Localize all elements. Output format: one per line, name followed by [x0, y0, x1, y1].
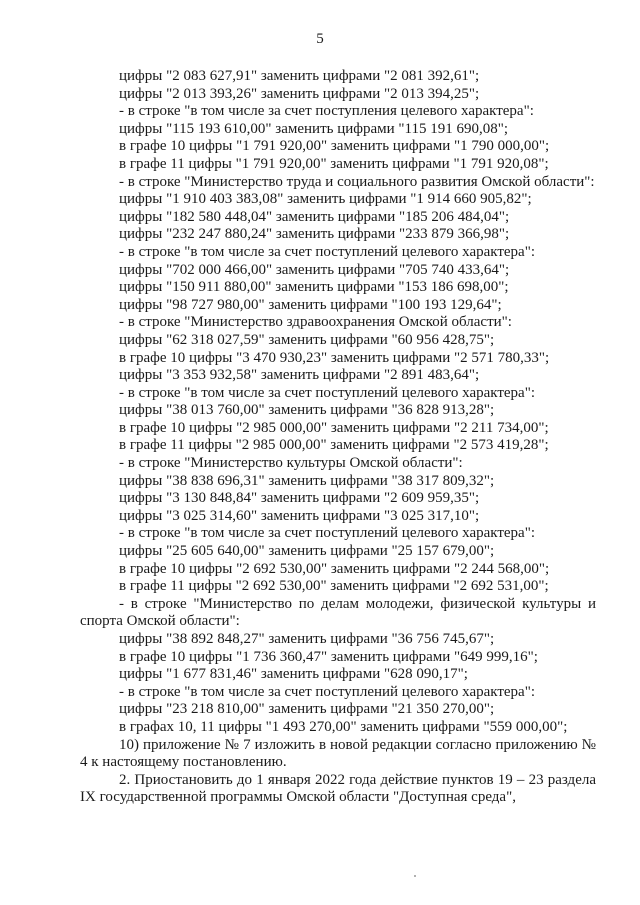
text-line: цифры "98 727 980,00" заменить цифрами "100 193 129,64"; [119, 296, 502, 313]
text-line: - в строке "Министерство культуры Омской области": [119, 455, 463, 472]
text-line: цифры "3 025 314,60" заменить цифрами "3 025 317,10"; [119, 507, 480, 524]
text-line: в графах 10, 11 цифры "1 493 270,00" заменить цифрами "559 000,00"; [119, 718, 568, 735]
text-line: цифры "25 605 640,00" заменить цифрами "25 157 679,00"; [119, 543, 495, 560]
scan-artifact [414, 875, 416, 877]
text-line: - в строке "в том числе за счет поступления целевого характера": [119, 103, 534, 120]
text-line: - в строке "Министерство здравоохранения Омской области": [119, 314, 512, 331]
text-line: цифры "3 353 932,58" заменить цифрами "2 891 483,64"; [119, 367, 480, 384]
text-paragraph: 10) приложение № 7 изложить в новой редакции согласно приложению № 4 к настоящему постановлению. [80, 736, 596, 771]
text-line: цифры "1 677 831,46" заменить цифрами "628 090,17"; [119, 666, 468, 683]
text-line: цифры "150 911 880,00" заменить цифрами "153 186 698,00"; [119, 279, 509, 296]
text-line: в графе 11 цифры "2 985 000,00" заменить цифрами "2 573 419,28"; [119, 437, 549, 454]
text-line: цифры "62 318 027,59" заменить цифрами "60 956 428,75"; [119, 331, 495, 348]
text-line: в графе 11 цифры "2 692 530,00" заменить цифрами "2 692 531,00"; [119, 578, 549, 595]
text-line: цифры "2 013 393,26" заменить цифрами "2 013 394,25"; [119, 85, 480, 102]
page-number: 5 [316, 31, 324, 47]
text-line: - в строке "в том числе за счет поступлений целевого характера": [119, 243, 536, 260]
text-line: цифры "115 193 610,00" заменить цифрами "115 191 690,08"; [119, 120, 509, 137]
text-line: цифры "38 892 848,27" заменить цифрами "36 756 745,67"; [119, 631, 495, 647]
text-line: - в строке "в том числе за счет поступлений целевого характера": [119, 525, 536, 542]
text-line: цифры "182 580 448,04" заменить цифрами "185 206 484,04"; [119, 208, 510, 225]
text-line: в графе 10 цифры "2 985 000,00" заменить цифрами "2 211 734,00"; [119, 419, 549, 436]
text-line: цифры "1 910 403 383,08" заменить цифрами "1 914 660 905,82"; [119, 191, 532, 208]
text-line: в графе 10 цифры "1 736 360,47" заменить цифрами "649 999,16"; [119, 648, 538, 665]
text-line: цифры "3 130 848,84" заменить цифрами "2 609 959,35"; [119, 490, 480, 507]
text-paragraph: - в строке "Министерство по делам молодежи, физической культуры и спорта Омской области": [80, 595, 596, 630]
text-line: цифры "2 083 627,91" заменить цифрами "2 081 392,61"; [119, 68, 480, 84]
text-line: цифры "23 218 810,00" заменить цифрами "21 350 270,00"; [119, 701, 495, 718]
text-line: в графе 10 цифры "1 791 920,00" заменить цифрами "1 790 000,00"; [119, 138, 550, 155]
text-line: - в строке "в том числе за счет поступлений целевого характера": [119, 384, 536, 401]
text-line: в графе 10 цифры "2 692 530,00" заменить цифрами "2 244 568,00"; [119, 560, 550, 577]
text-line: в графе 11 цифры "1 791 920,00" заменить цифрами "1 791 920,08"; [119, 155, 549, 172]
text-paragraph: 2. Приостановить до 1 января 2022 года действие пунктов 19 – 23 раздела IX государственной программы Омской области "Доступная среда", [80, 771, 596, 806]
document-body [80, 68, 596, 807]
text-paragraph: - в строке "Министерство труда и социального развития Омской области": [119, 173, 595, 190]
text-line: цифры "38 013 760,00" заменить цифрами "36 828 913,28"; [119, 402, 495, 419]
text-line: - в строке "в том числе за счет поступлений целевого характера": [119, 683, 536, 700]
text-line: цифры "232 247 880,24" заменить цифрами "233 879 366,98"; [119, 226, 510, 243]
text-line: цифры "38 838 696,31" заменить цифрами "38 317 809,32"; [119, 472, 495, 489]
text-line: в графе 10 цифры "3 470 930,23" заменить цифрами "2 571 780,33"; [119, 349, 550, 366]
text-line: цифры "702 000 466,00" заменить цифрами "705 740 433,64"; [119, 261, 510, 278]
